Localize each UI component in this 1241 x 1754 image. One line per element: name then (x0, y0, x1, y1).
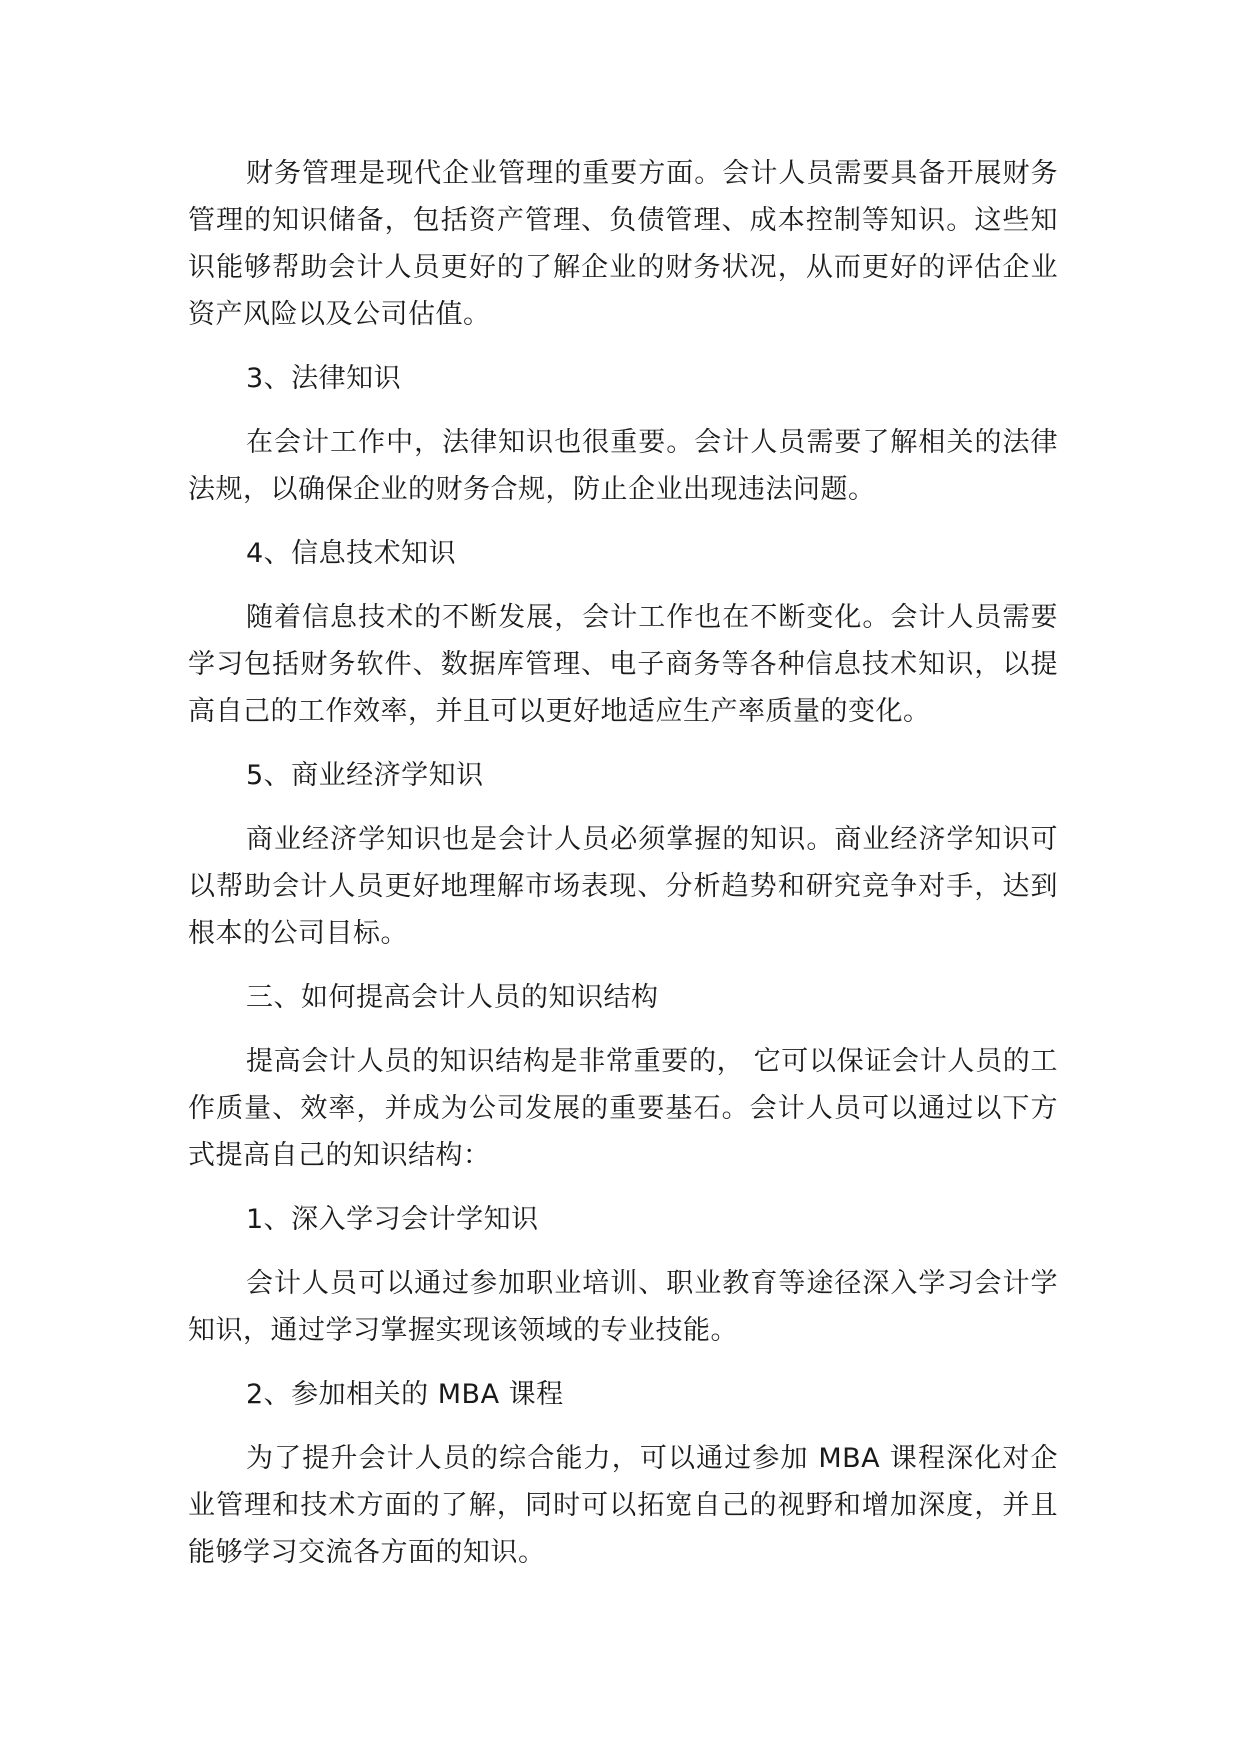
paragraph-business-economics: 商业经济学知识也是会计人员必须掌握的知识。商业经济学知识可以帮助会计人员更好地理解市场表现、分析趋势和研究竞争对手，达到根本的公司目标。 (188, 824, 1058, 949)
spacer (188, 799, 1058, 816)
spacer (188, 338, 1058, 355)
spacer (188, 402, 1058, 419)
spacer (188, 1418, 1058, 1435)
spacer (188, 1021, 1058, 1038)
spacer (188, 577, 1058, 594)
paragraph-law-knowledge: 在会计工作中，法律知识也很重要。会计人员需要了解相关的法律法规，以确保企业的财务合规，防止企业出现违法问题。 (188, 427, 1058, 505)
heading-law-knowledge: 3、法律知识 (246, 363, 402, 394)
heading-improve-knowledge-structure: 三、如何提高会计人员的知识结构 (246, 982, 659, 1013)
paragraph-financial-management: 财务管理是现代企业管理的重要方面。会计人员需要具备开展财务管理的知识储备，包括资产管理、负债管理、成本控制等知识。这些知识能够帮助会计人员更好的了解企业的财务状况，从而更好的评估企业资产风险以及公司估值。 (188, 158, 1058, 330)
spacer (188, 1179, 1058, 1196)
paragraph-mba-course: 为了提升会计人员的综合能力，可以通过参加 MBA 课程深化对企业管理和技术方面的了解，同时可以拓宽自己的视野和增加深度，并且能够学习交流各方面的知识。 (188, 1443, 1058, 1568)
paragraph-accounting-study: 会计人员可以通过参加职业培训、职业教育等途径深入学习会计学知识，通过学习掌握实现该领域的专业技能。 (188, 1268, 1058, 1346)
spacer (188, 1243, 1058, 1260)
heading-it-knowledge: 4、信息技术知识 (246, 538, 457, 569)
heading-business-economics: 5、商业经济学知识 (246, 760, 484, 791)
heading-accounting-study: 1、深入学习会计学知识 (246, 1204, 539, 1235)
spacer (188, 1354, 1058, 1371)
document-page (188, 150, 1058, 1576)
spacer (188, 957, 1058, 974)
spacer (188, 735, 1058, 752)
spacer (188, 513, 1058, 530)
heading-mba-course: 2、参加相关的 MBA 课程 (246, 1379, 564, 1410)
paragraph-improve-knowledge-structure: 提高会计人员的知识结构是非常重要的， 它可以保证会计人员的工作质量、效率，并成为公司发展的重要基石。会计人员可以通过以下方式提高自己的知识结构： (188, 1046, 1058, 1171)
paragraph-it-knowledge: 随着信息技术的不断发展，会计工作也在不断变化。会计人员需要学习包括财务软件、数据库管理、电子商务等各种信息技术知识，以提高自己的工作效率，并且可以更好地适应生产率质量的变化。 (188, 602, 1058, 727)
